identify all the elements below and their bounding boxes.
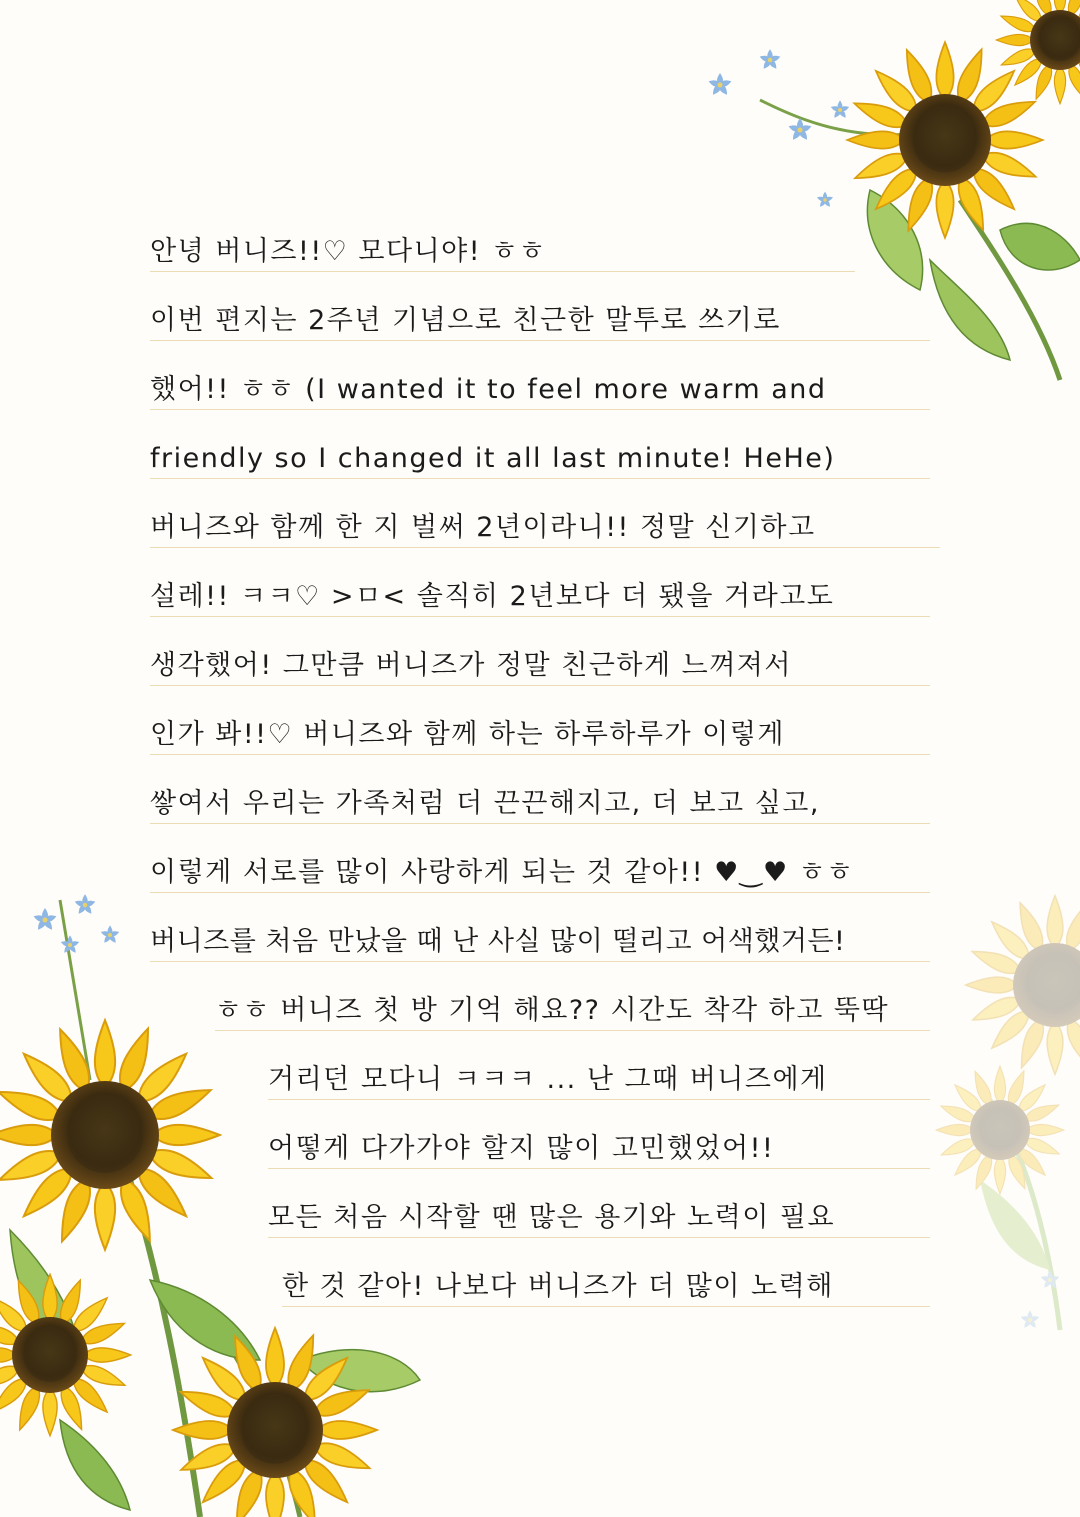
- letter-line-text: 인가 봐!!♡ 버니즈와 함께 하는 하루하루가 이렇게: [150, 719, 785, 750]
- letter-line-13: [268, 1040, 930, 1100]
- letter-line-3: [150, 350, 930, 410]
- letter-line-text: 거리던 모다니 ㅋㅋㅋ ... 난 그때 버니즈에게: [268, 1064, 828, 1095]
- letter-line-8: [150, 695, 930, 755]
- letter-line-text: 버니즈를 처음 만났을 때 난 사실 많이 떨리고 어색했거든!: [150, 926, 846, 957]
- letter-line-text: 안녕 버니즈!!♡ 모다니야! ㅎㅎ: [150, 236, 547, 267]
- letter-line-9: [150, 764, 930, 824]
- letter-line-text: 버니즈와 함께 한 지 벌써 2년이라니!! 정말 신기하고: [150, 512, 816, 543]
- letter-line-text: friendly so I changed it all last minute! HeHe): [150, 443, 836, 474]
- letter-line-text: 모든 처음 시작할 땐 많은 용기와 노력이 필요: [268, 1202, 836, 1233]
- letter-line-15: [268, 1178, 930, 1238]
- letter-line-5: [150, 488, 940, 548]
- letter-line-text: 한 것 같아! 나보다 버니즈가 더 많이 노력해: [282, 1271, 834, 1302]
- letter-line-text: 설레!! ㅋㅋ♡ >ㅁ< 솔직히 2년보다 더 됐을 거라고도: [150, 581, 835, 612]
- letter-line-text: 이번 편지는 2주년 기념으로 친근한 말투로 쓰기로: [150, 305, 781, 336]
- letter-line-1: [150, 212, 855, 272]
- letter-line-7: [150, 626, 930, 686]
- letter-line-text: 생각했어! 그만큼 버니즈가 정말 친근하게 느껴져서: [150, 650, 792, 681]
- letter-line-4: [150, 419, 930, 479]
- letter-line-11: [150, 902, 930, 962]
- letter-line-text: 어떻게 다가가야 할지 많이 고민했었어!!: [268, 1133, 775, 1164]
- letter-line-10: [150, 833, 930, 893]
- letter-line-text: 했어!! ㅎㅎ (I wanted it to feel more warm and: [150, 374, 827, 405]
- letter-line-text: ㅎㅎ 버니즈 첫 방 기억 해요?? 시간도 착각 하고 뚝딱: [215, 995, 890, 1026]
- letter-line-2: [150, 281, 930, 341]
- letter-line-text: 이렇게 서로를 많이 사랑하게 되는 것 같아!! ♥‿♥ ㅎㅎ: [150, 857, 854, 888]
- letter-line-6: [150, 557, 930, 617]
- letter-line-14: [268, 1109, 930, 1169]
- letter-line-12: [215, 971, 930, 1031]
- letter-line-16: [282, 1247, 930, 1307]
- letter-line-text: 쌓여서 우리는 가족처럼 더 끈끈해지고, 더 보고 싶고,: [150, 788, 820, 819]
